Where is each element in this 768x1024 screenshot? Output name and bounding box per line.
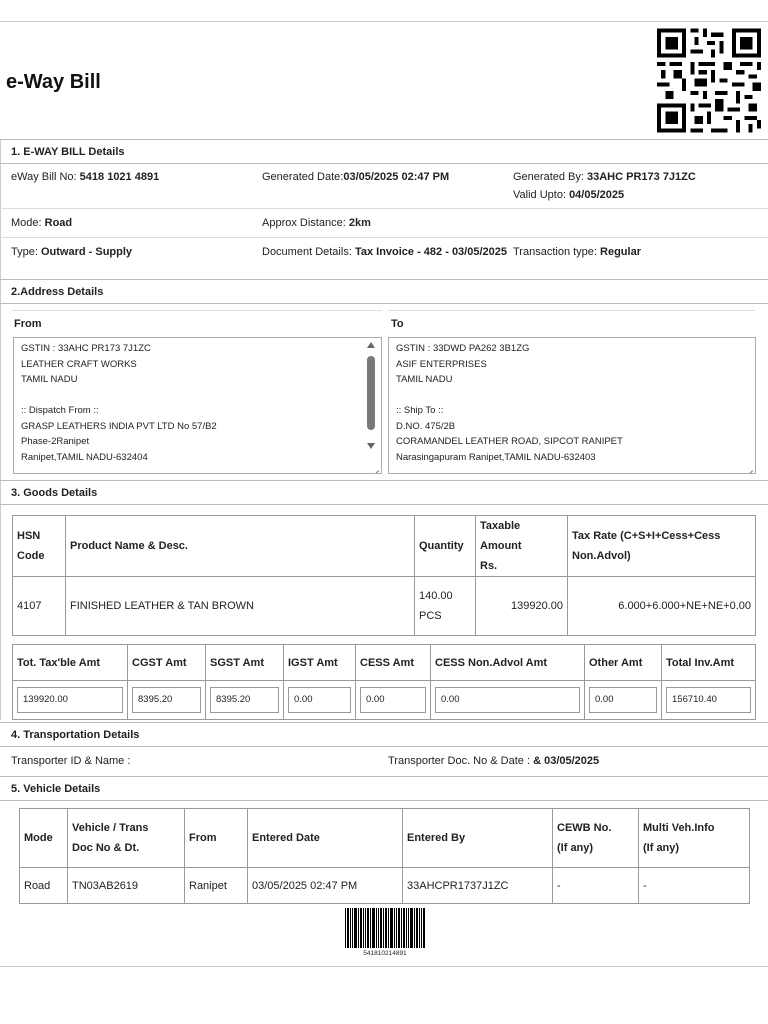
other-amt-header: Other Amt [585, 645, 662, 681]
resize-handle-icon[interactable] [371, 463, 379, 471]
section-goods-details: 3. Goods Details [0, 480, 768, 505]
top-rule [0, 21, 768, 22]
totals-value-row [13, 681, 756, 720]
from-line: Phase-2Ranipet [21, 436, 90, 447]
type: Type: Outward - Supply [11, 246, 133, 258]
other-amt-field: 0.00 [589, 687, 657, 713]
product-cell: FINISHED LEATHER & TAN BROWN [66, 577, 415, 636]
cewb-cell: - [553, 868, 639, 904]
from-line: TAMIL NADU [21, 374, 78, 385]
quantity-cell: 140.00 PCS [415, 577, 476, 636]
multi-veh-cell: - [639, 868, 750, 904]
goods-table [12, 515, 756, 636]
entered-date-cell: 03/05/2025 02:47 PM [248, 868, 403, 904]
vehicle-header-row [20, 809, 750, 868]
scroll-thumb[interactable] [367, 356, 375, 430]
section-eway-bill-details: 1. E-WAY BILL Details [0, 139, 768, 164]
resize-handle-icon[interactable] [745, 463, 753, 471]
tax-rate-cell: 6.000+6.000+NE+NE+0.00 [568, 577, 756, 636]
hsn-header: HSN Code [13, 516, 66, 577]
entered-by-header: Entered By [403, 809, 553, 868]
section-address-details: 2.Address Details [0, 279, 768, 304]
cess-nonadvol-header: CESS Non.Advol Amt [431, 645, 585, 681]
taxable-header: Taxable Amount Rs. [476, 516, 568, 577]
multi-veh-header: Multi Veh.Info (If any) [639, 809, 750, 868]
left-edge-line [0, 140, 1, 720]
quantity-header: Quantity [415, 516, 476, 577]
cess-nonadvol-field: 0.00 [435, 687, 580, 713]
from-top-rule [12, 310, 382, 311]
from-line: LEATHER CRAFT WORKS [21, 358, 137, 370]
tax-rate-header: Tax Rate (C+S+I+Cess+Cess Non.Advol) [568, 516, 756, 577]
vehicle-cell: TN03AB2619 [68, 868, 185, 904]
generated-date: Generated Date:03/05/2025 02:47 PM [262, 171, 450, 183]
igst-header: IGST Amt [284, 645, 356, 681]
transaction-type: Transaction type: Regular [513, 246, 641, 258]
from-cell: Ranipet [185, 868, 248, 904]
to-address-textarea[interactable] [388, 337, 756, 474]
from-label: From [14, 318, 42, 330]
eway-bill-no: eWay Bill No: 5418 1021 4891 [11, 171, 160, 183]
generated-by: Generated By: 33AHC PR173 7J1ZC [513, 171, 696, 183]
taxable-cell: 139920.00 [476, 577, 568, 636]
to-label: To [391, 318, 404, 330]
to-line: TAMIL NADU [396, 374, 453, 385]
tot-taxable-field: 139920.00 [17, 687, 123, 713]
igst-field: 0.00 [288, 687, 351, 713]
total-inv-field: 156710.40 [666, 687, 751, 713]
total-inv-header: Total Inv.Amt [662, 645, 756, 681]
vehicle-table [19, 808, 750, 904]
sgst-header: SGST Amt [206, 645, 284, 681]
vehicle-header: Vehicle / Trans Doc No & Dt. [68, 809, 185, 868]
hsn-cell: 4107 [13, 577, 66, 636]
vehicle-row [20, 868, 750, 904]
cewb-header: CEWB No. (If any) [553, 809, 639, 868]
to-line: ASIF ENTERPRISES [396, 358, 487, 370]
barcode-number: 541810214891 [363, 950, 407, 957]
page-title: e-Way Bill [6, 71, 101, 93]
cgst-header: CGST Amt [128, 645, 206, 681]
goods-header-row [13, 516, 756, 577]
section-vehicle-details: 5. Vehicle Details [0, 776, 768, 801]
barcode-icon [345, 908, 425, 948]
mode: Mode: Road [11, 217, 73, 229]
tot-taxable-header: Tot. Tax'ble Amt [13, 645, 128, 681]
to-line [396, 388, 748, 404]
from-address-textarea[interactable] [13, 337, 382, 474]
transporter-id-name: Transporter ID & Name : [11, 755, 131, 767]
to-top-rule [388, 310, 755, 311]
bottom-rule [0, 966, 768, 967]
from-line [21, 388, 374, 404]
scroll-up-arrow-icon[interactable] [367, 342, 375, 348]
to-line: :: Ship To :: [396, 405, 444, 416]
section-transportation-details: 4. Transportation Details [0, 722, 768, 747]
row-divider [0, 208, 768, 209]
cgst-field: 8395.20 [132, 687, 201, 713]
approx-distance: Approx Distance: 2km [262, 217, 371, 229]
from-line: GRASP LEATHERS INDIA PVT LTD No 57/B2 [21, 420, 217, 432]
product-header: Product Name & Desc. [66, 516, 415, 577]
to-line: D.NO. 475/2B [396, 420, 456, 432]
row-divider [0, 237, 768, 238]
valid-upto: Valid Upto: 04/05/2025 [513, 189, 625, 201]
cess-header: CESS Amt [356, 645, 431, 681]
to-line: Narasingapuram Ranipet,TAMIL NADU-632403 [396, 451, 596, 463]
scroll-down-arrow-icon[interactable] [367, 443, 375, 449]
totals-table [12, 644, 756, 720]
goods-row [13, 577, 756, 636]
sgst-field: 8395.20 [210, 687, 279, 713]
qr-code-icon [657, 27, 761, 134]
to-line: GSTIN : 33DWD PA262 3B1ZG [396, 343, 530, 354]
from-line: Ranipet,TAMIL NADU-632404 [21, 451, 148, 463]
cess-field: 0.00 [360, 687, 426, 713]
entered-by-cell: 33AHCPR1737J1ZC [403, 868, 553, 904]
to-line: CORAMANDEL LEATHER ROAD, SIPCOT RANIPET [396, 436, 623, 447]
from-line: :: Dispatch From :: [21, 405, 99, 416]
transporter-doc: Transporter Doc. No & Date : & 03/05/2025 [388, 755, 600, 767]
totals-header-row [13, 645, 756, 681]
mode-cell: Road [20, 868, 68, 904]
mode-header: Mode [20, 809, 68, 868]
document-details: Document Details: Tax Invoice - 482 - 03/05/2025 [262, 246, 507, 258]
from-header: From [185, 809, 248, 868]
from-scrollbar[interactable] [366, 340, 376, 472]
from-line: GSTIN : 33AHC PR173 7J1ZC [21, 343, 151, 354]
entered-date-header: Entered Date [248, 809, 403, 868]
